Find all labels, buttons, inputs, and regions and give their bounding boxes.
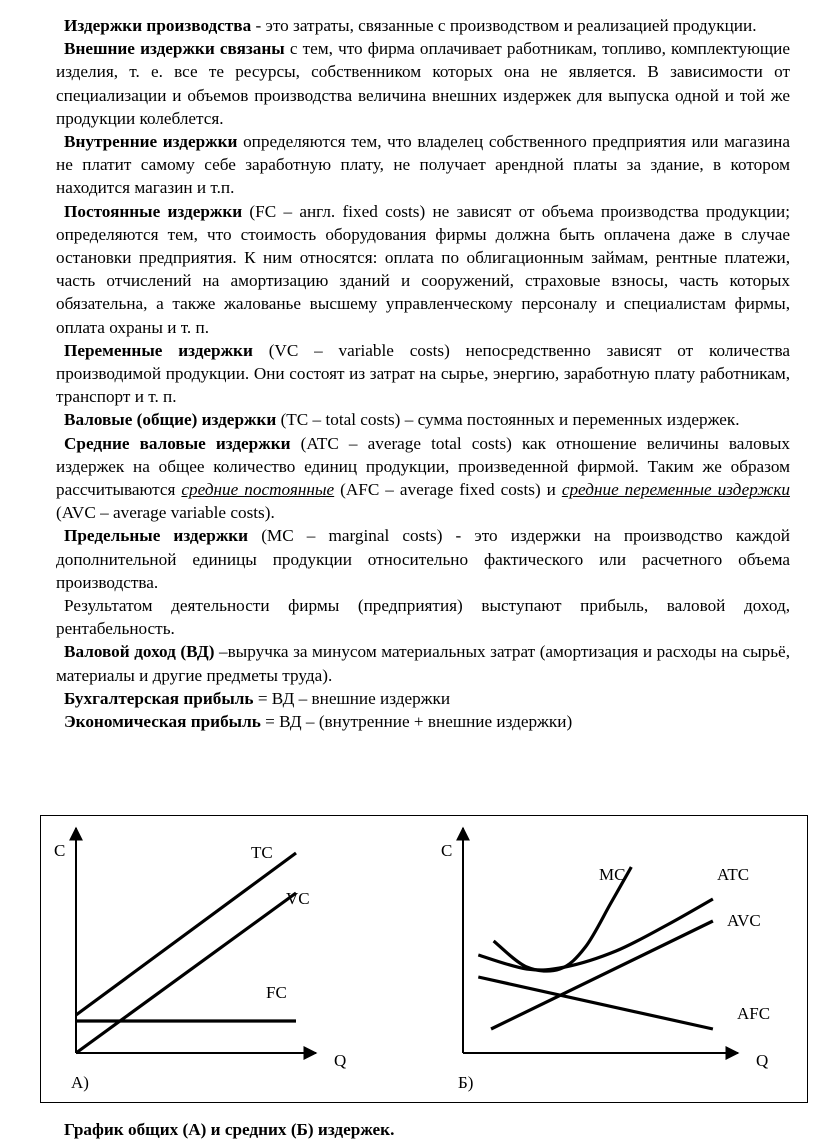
term-marginal-costs: Предельные издержки xyxy=(64,526,249,546)
chart-1-label-afc: AFC xyxy=(737,1004,771,1023)
term-gross-income: Валовой доход (ВД) xyxy=(64,642,215,662)
text-external-costs: с тем, что фирма оплачивает работникам, топливо, комплектующие изделия, т. е. все те ресурсы, собственником которых она не является. В зависимости от специализации и объемов производства величина внешних издержек для выпуска одной и той же продукции колеблется. xyxy=(56,39,790,128)
figure-caption: График общих (А) и средних (Б) издержек. xyxy=(64,1120,395,1139)
text-economic-profit: = ВД – (внутренние + внешние издержки) xyxy=(260,712,573,732)
term-accounting-profit: Бухгалтерская прибыль xyxy=(64,688,254,708)
chart-1-label-avc: AVC xyxy=(727,911,761,930)
term-average-total-costs: Средние валовые издержки xyxy=(64,433,291,453)
cost-charts-figure xyxy=(40,815,808,1103)
paragraph-total-costs xyxy=(56,408,790,431)
chart-1-series-afc xyxy=(478,977,713,1029)
chart-1-series-avc xyxy=(491,921,713,1029)
text-atc-1: (ATC – average total costs) как отношение величины валовых издержек на общее количество единиц продукции, произведенной фирмой. Таким же образом рассчитываются xyxy=(56,433,790,500)
link-average-fixed[interactable]: средние постоянные xyxy=(181,480,335,500)
link-average-variable[interactable]: средние переменные издержки xyxy=(561,480,790,500)
chart-0-label-fc: FC xyxy=(266,983,287,1002)
paragraph-variable-costs xyxy=(56,339,790,409)
term-variable-costs: Переменные издержки xyxy=(64,340,253,360)
chart-0-label-tc: TC xyxy=(251,843,273,862)
document-body xyxy=(56,14,790,733)
text-atc-2: (AFC – average fixed costs) и xyxy=(334,480,562,500)
chart-1-title: Б) xyxy=(458,1073,474,1092)
paragraph-fixed-costs xyxy=(56,200,790,339)
chart-0-xlabel: Q xyxy=(334,1051,347,1070)
chart-0-label-vc: VC xyxy=(286,889,310,908)
text-variable-costs: (VC – variable costs) непосредственно зависят от количества производимой продукции. Они состоят из затрат на сырье, энергию, заработную плату работникам, транспорт и т. п. xyxy=(56,340,790,407)
chart-0-series-tc xyxy=(76,853,296,1015)
chart-0-ylabel: C xyxy=(54,841,66,860)
paragraph-results: Результатом деятельности фирмы (предприятия) выступают прибыль, валовой доход, рентабельность. xyxy=(56,596,790,639)
text-internal-costs: определяются тем, что владелец собственного предприятия или магазина не платит самому себе заработную плату, не получает арендной платы за здание, в котором находится магазин и т.п. xyxy=(56,132,790,198)
text-gross-income: –выручка за минусом материальных затрат (амортизация и расходы на сырьё, материалы и другие предметы труда). xyxy=(56,642,790,685)
text-accounting-profit: = ВД – внешние издержки xyxy=(253,688,451,708)
text-fixed-costs: (FC – англ. fixed costs) не зависят от объема производства продукции; определяются тем, что стоимость оборудования фирмы должна быть оплачена даже в случае остановки предприятия. К ним относятся: оплата по облигационным займам, рентные платежи, часть отчислений на амортизацию зданий и сооружений, страховые взносы, часть которых обязательна, а также жалованье высшему управленческому персоналу и специалистам фирмы, оплата охраны и т. п. xyxy=(56,201,790,337)
term-production-costs: Издержки производства xyxy=(64,16,252,35)
cost-charts-svg xyxy=(41,816,809,1104)
chart-1-label-atc: ATC xyxy=(717,865,750,884)
chart-0-title: А) xyxy=(71,1073,89,1092)
text-marginal-costs: (MC – marginal costs) - это издержки на производство каждой дополнительной единицы продукции относительно фактического или расчетного объема производства. xyxy=(56,526,790,592)
paragraph-economic-profit xyxy=(56,710,790,733)
text-total-costs: (TC – total costs) – сумма постоянных и переменных издержек. xyxy=(276,410,740,430)
chart-1-xlabel: Q xyxy=(756,1051,769,1070)
term-internal-costs: Внутренние издержки xyxy=(64,132,238,152)
paragraph-external-costs xyxy=(56,37,790,130)
text-production-costs: - это затраты, связанные с производством и реализацией продукции. xyxy=(251,16,757,35)
term-external-costs: Внешние издержки связаны xyxy=(64,39,285,59)
chart-1-ylabel: C xyxy=(441,841,453,860)
text-atc-3: (AVC – average variable costs). xyxy=(56,503,275,523)
paragraph-production-costs xyxy=(56,14,790,37)
paragraph-internal-costs xyxy=(56,130,790,200)
chart-1-label-mc: MC xyxy=(599,865,626,884)
chart-0-series-vc xyxy=(76,893,296,1053)
paragraph-accounting-profit xyxy=(56,687,790,710)
term-economic-profit: Экономическая прибыль xyxy=(64,712,261,732)
paragraph-gross-income xyxy=(56,640,790,686)
paragraph-average-total-costs xyxy=(56,432,790,525)
term-total-costs: Валовые (общие) издержки xyxy=(64,410,277,430)
paragraph-marginal-costs xyxy=(56,524,790,594)
term-fixed-costs: Постоянные издержки xyxy=(64,201,243,221)
